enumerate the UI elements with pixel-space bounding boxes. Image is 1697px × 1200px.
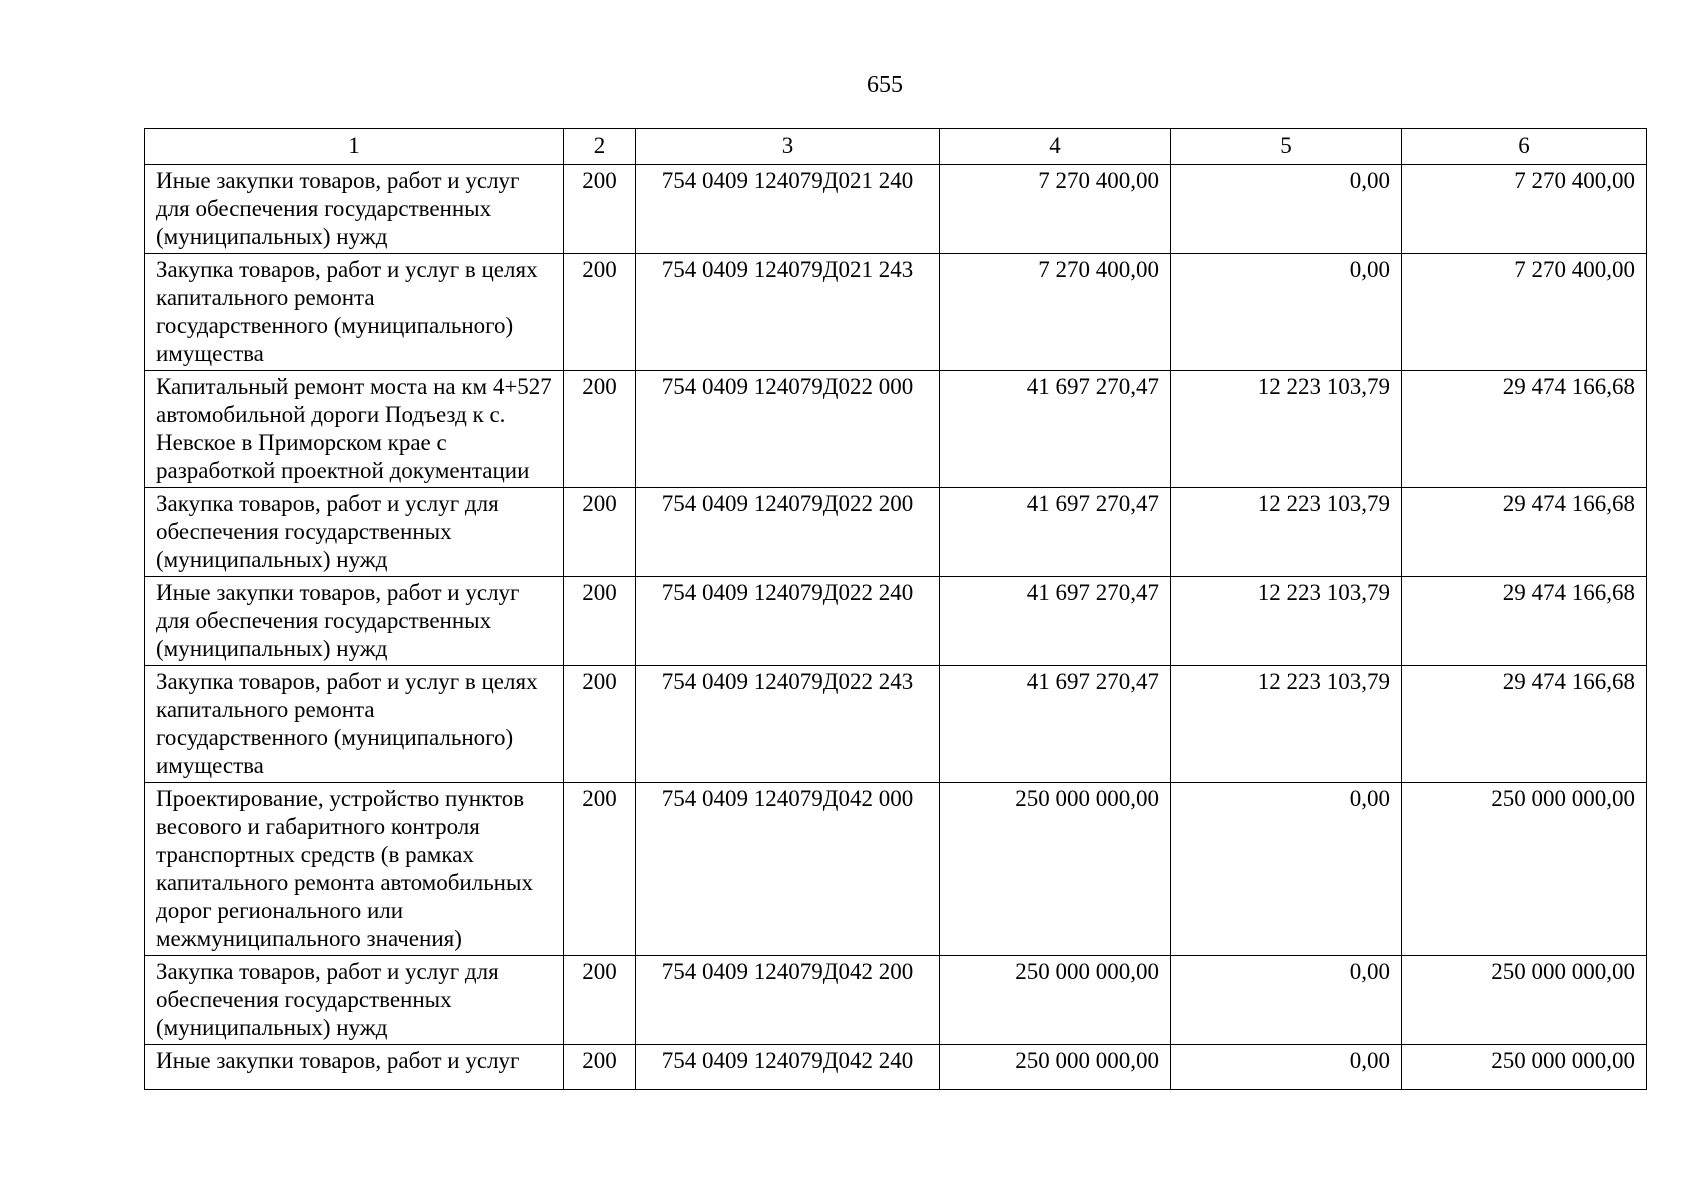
column-header: 3	[636, 129, 940, 165]
row-col6-cell: 250 000 000,00	[1402, 783, 1647, 956]
column-header: 1	[145, 129, 564, 165]
row-col4-cell: 7 270 400,00	[940, 165, 1171, 254]
row-col4-cell: 41 697 270,47	[940, 666, 1171, 783]
row-col6-cell: 250 000 000,00	[1402, 1045, 1647, 1090]
row-name-cell: Закупка товаров, работ и услуг в целях капитального ремонта государственного (муниципального) имущества	[145, 254, 564, 371]
row-col6-cell: 29 474 166,68	[1402, 666, 1647, 783]
table-row	[145, 666, 1647, 783]
row-name-cell: Иные закупки товаров, работ и услуг для обеспечения государственных (муниципальных) нужд	[145, 165, 564, 254]
row-col2-cell: 200	[564, 165, 636, 254]
row-col6-cell: 29 474 166,68	[1402, 577, 1647, 666]
page-number: 655	[867, 72, 903, 98]
row-code-cell: 754 0409 124079Д022 243	[636, 666, 940, 783]
row-col2-cell: 200	[564, 666, 636, 783]
row-col5-cell: 0,00	[1171, 1045, 1402, 1090]
row-col2-cell: 200	[564, 371, 636, 488]
row-col2-cell: 200	[564, 956, 636, 1045]
row-col2-cell: 200	[564, 783, 636, 956]
row-name-cell: Капитальный ремонт моста на км 4+527 автомобильной дороги Подъезд к с. Невское в Приморском крае с разработкой проектной документации	[145, 371, 564, 488]
table-row	[145, 488, 1647, 577]
budget-table	[144, 128, 1647, 1090]
table-row	[145, 165, 1647, 254]
table-row	[145, 956, 1647, 1045]
row-col2-cell: 200	[564, 488, 636, 577]
row-col2-cell: 200	[564, 254, 636, 371]
row-name-cell: Закупка товаров, работ и услуг для обеспечения государственных (муниципальных) нужд	[145, 956, 564, 1045]
row-code-cell: 754 0409 124079Д042 000	[636, 783, 940, 956]
row-col5-cell: 12 223 103,79	[1171, 577, 1402, 666]
row-name-cell: Иные закупки товаров, работ и услуг	[145, 1045, 564, 1090]
row-code-cell: 754 0409 124079Д021 240	[636, 165, 940, 254]
row-code-cell: 754 0409 124079Д021 243	[636, 254, 940, 371]
table-header-row	[145, 129, 1647, 165]
row-col4-cell: 41 697 270,47	[940, 577, 1171, 666]
table-row	[145, 254, 1647, 371]
row-col5-cell: 0,00	[1171, 956, 1402, 1045]
row-col5-cell: 0,00	[1171, 783, 1402, 956]
table-row	[145, 577, 1647, 666]
column-header: 6	[1402, 129, 1647, 165]
row-col4-cell: 250 000 000,00	[940, 783, 1171, 956]
column-header: 5	[1171, 129, 1402, 165]
row-col5-cell: 0,00	[1171, 254, 1402, 371]
table-row	[145, 783, 1647, 956]
column-header: 2	[564, 129, 636, 165]
row-name-cell: Иные закупки товаров, работ и услуг для обеспечения государственных (муниципальных) нужд	[145, 577, 564, 666]
row-code-cell: 754 0409 124079Д022 200	[636, 488, 940, 577]
row-name-cell: Закупка товаров, работ и услуг в целях капитального ремонта государственного (муниципального) имущества	[145, 666, 564, 783]
row-col2-cell: 200	[564, 1045, 636, 1090]
row-code-cell: 754 0409 124079Д022 240	[636, 577, 940, 666]
row-col6-cell: 250 000 000,00	[1402, 956, 1647, 1045]
row-col4-cell: 250 000 000,00	[940, 956, 1171, 1045]
row-code-cell: 754 0409 124079Д042 200	[636, 956, 940, 1045]
row-col6-cell: 7 270 400,00	[1402, 165, 1647, 254]
row-col4-cell: 250 000 000,00	[940, 1045, 1171, 1090]
row-col4-cell: 41 697 270,47	[940, 371, 1171, 488]
row-col6-cell: 29 474 166,68	[1402, 371, 1647, 488]
row-col4-cell: 41 697 270,47	[940, 488, 1171, 577]
table-row	[145, 1045, 1647, 1090]
row-col6-cell: 29 474 166,68	[1402, 488, 1647, 577]
row-code-cell: 754 0409 124079Д042 240	[636, 1045, 940, 1090]
row-col6-cell: 7 270 400,00	[1402, 254, 1647, 371]
row-name-cell: Проектирование, устройство пунктов весового и габаритного контроля транспортных средств (в рамках капитального ремонта автомобильных дорог регионального или межмуниципального значения)	[145, 783, 564, 956]
row-col2-cell: 200	[564, 577, 636, 666]
column-header: 4	[940, 129, 1171, 165]
row-code-cell: 754 0409 124079Д022 000	[636, 371, 940, 488]
row-name-cell: Закупка товаров, работ и услуг для обеспечения государственных (муниципальных) нужд	[145, 488, 564, 577]
row-col5-cell: 0,00	[1171, 165, 1402, 254]
row-col4-cell: 7 270 400,00	[940, 254, 1171, 371]
row-col5-cell: 12 223 103,79	[1171, 666, 1402, 783]
row-col5-cell: 12 223 103,79	[1171, 371, 1402, 488]
table-row	[145, 371, 1647, 488]
row-col5-cell: 12 223 103,79	[1171, 488, 1402, 577]
